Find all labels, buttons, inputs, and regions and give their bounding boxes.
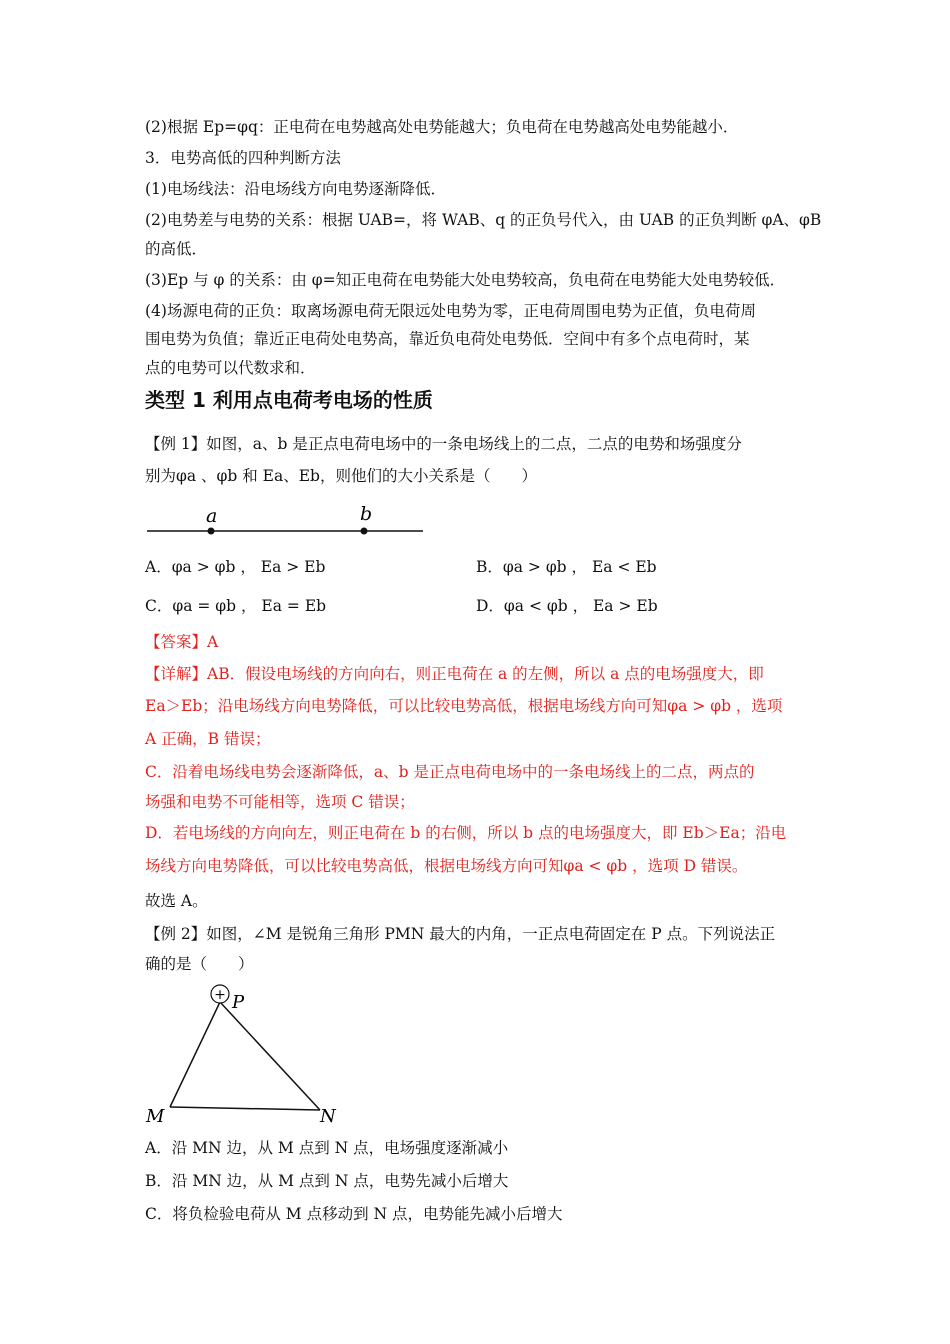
section-title: 类型 1 利用点电荷考电场的性质 xyxy=(145,388,433,412)
example1-option-b[interactable]: B．φa > φb ， Ea < Eb xyxy=(476,558,657,576)
example1-question-1: 【例 1】如图，a、b 是正点电荷电场中的一条电场线上的二点，二点的电势和场强度分 xyxy=(145,435,742,453)
intro-line-2: 3．电势高低的四种判断方法 xyxy=(145,149,341,167)
example1-detail-6: D．若电场线的方向向左，则正电荷在 b 的右侧，所以 b 点的电场强度大，即 Eb＞Ea；沿电 xyxy=(145,824,787,842)
vertex-p-label: P xyxy=(232,992,245,1013)
example1-detail-2: Ea＞Eb；沿电场线方向电势降低，可以比较电势高低，根据电场线方向可知φa > φb ，选项 xyxy=(145,697,783,715)
side-mn xyxy=(170,1107,320,1110)
intro-line-6c: 点的电势可以代数求和． xyxy=(145,359,316,377)
example1-detail-3: A 正确，B 错误； xyxy=(145,730,271,748)
vertex-n-label: N xyxy=(320,1106,336,1127)
example1-detail-4: C．沿着电场线电势会逐渐降低，a、b 是正点电荷电场中的一条电场线上的二点，两点的 xyxy=(145,763,755,781)
vertex-m-label: M xyxy=(146,1106,165,1127)
point-a-label: a xyxy=(206,505,218,527)
example1-detail-5: 场强和电势不可能相等，选项 C 错误； xyxy=(145,793,415,811)
intro-line-6b: 围电势为负值；靠近正电荷处电势高，靠近负电荷处电势低．空间中有多个点电荷时，某 xyxy=(145,330,750,348)
example2-question-1: 【例 2】如图，∠M 是锐角三角形 PMN 最大的内角，一正点电荷固定在 P 点。下列说法正 xyxy=(145,925,776,943)
example1-option-c[interactable]: C．φa = φb ， Ea = Eb xyxy=(145,597,327,615)
intro-line-4b: 的高低． xyxy=(145,240,208,258)
intro-line-4a: (2)电势差与电势的关系：根据 UAB=，将 WAB、q 的正负号代入，由 UAB 的正负判断 φA、φB xyxy=(145,211,822,229)
intro-line-3: (1)电场线法：沿电场线方向电势逐渐降低． xyxy=(145,180,446,198)
point-a-dot xyxy=(208,528,215,535)
intro-line-1: (2)根据 Ep=φq：正电荷在电势越高处电势能越大；负电荷在电势越高处电势能越小． xyxy=(145,118,739,136)
example1-conclusion: 故选 A。 xyxy=(145,892,208,910)
example1-answer: 【答案】A xyxy=(145,633,219,651)
example1-detail-1: 【详解】AB．假设电场线的方向向右，则正电荷在 a 的左侧，所以 a 点的电场强度大，即 xyxy=(145,665,764,683)
example2-option-c[interactable]: C．将负检验电荷从 M 点移动到 N 点，电势能先减小后增大 xyxy=(145,1205,563,1223)
point-b-dot xyxy=(361,528,368,535)
example2-option-b[interactable]: B．沿 MN 边，从 M 点到 N 点，电势先减小后增大 xyxy=(145,1172,509,1190)
example1-option-d[interactable]: D．φa < φb ， Ea > Eb xyxy=(476,597,658,615)
point-b-label: b xyxy=(360,503,373,525)
example1-question-2: 别为φa 、φb 和 Ea、Eb，则他们的大小关系是（ ） xyxy=(145,467,537,485)
example1-figure xyxy=(145,500,430,545)
intro-line-5: (3)Ep 与 φ 的关系：由 φ=知正电荷在电势能大处电势较高，负电荷在电势能大处电势较低． xyxy=(145,271,786,289)
side-pn xyxy=(220,1002,320,1110)
example2-option-a[interactable]: A．沿 MN 边，从 M 点到 N 点，电场强度逐渐减小 xyxy=(145,1139,509,1157)
intro-line-6a: (4)场源电荷的正负：取离场源电荷无限远处电势为零，正电荷周围电势为正值，负电荷周 xyxy=(145,302,756,320)
charge-sign: + xyxy=(214,987,226,1003)
example2-question-2: 确的是（ ） xyxy=(145,955,254,973)
example1-option-a[interactable]: A．φa > φb ， Ea > Eb xyxy=(145,558,326,576)
example1-detail-7: 场线方向电势降低，可以比较电势高低，根据电场线方向可知φa < φb ，选项 D 错误。 xyxy=(145,857,748,875)
side-pm xyxy=(170,1002,220,1107)
example2-triangle-figure xyxy=(140,980,350,1130)
